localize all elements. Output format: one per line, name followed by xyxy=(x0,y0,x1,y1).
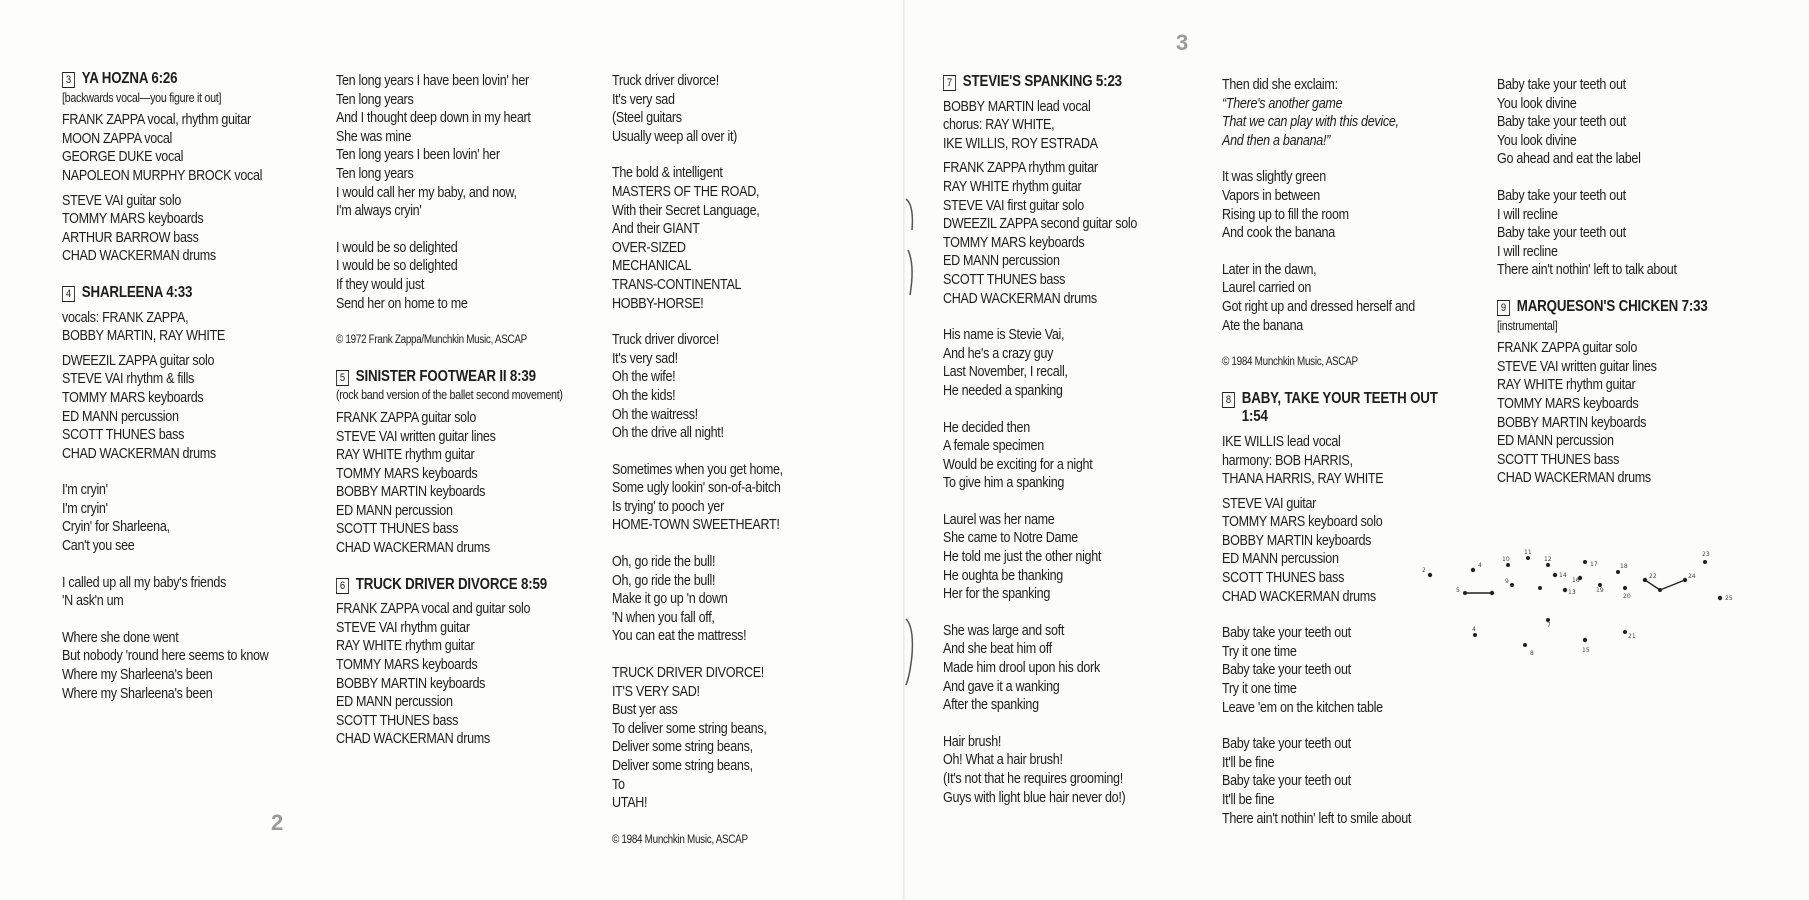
lyric-line: A female specimen xyxy=(943,438,1044,455)
lyric-line: Can't you see xyxy=(62,538,135,555)
lyric-line: Cryin' for Sharleena, xyxy=(62,519,170,536)
lyric-line: TRUCK DRIVER DIVORCE! xyxy=(612,665,764,682)
lyric-line: That we can play with this device, xyxy=(1222,114,1399,131)
svg-text:10: 10 xyxy=(1502,556,1510,563)
credits-list xyxy=(62,309,268,346)
lyric-line: Got right up and dressed herself and xyxy=(1222,298,1415,315)
lyric-line: I'm cryin' xyxy=(62,482,108,499)
lyric-line: She came to Notre Dame xyxy=(943,530,1078,547)
lyric-line: I will recline xyxy=(1497,206,1558,223)
lyric-line: Deliver some string beans, xyxy=(612,758,753,774)
lyrics-stanza xyxy=(62,481,268,555)
svg-text:11: 11 xyxy=(1524,549,1532,556)
credit-line: CHAD WACKERMAN drums xyxy=(1497,470,1651,487)
track-number-box: 6 xyxy=(336,578,349,594)
lyric-line: 'N ask'n um xyxy=(62,593,124,610)
lyric-line: To xyxy=(612,776,625,793)
lyric-line: I'm always cryin' xyxy=(336,203,422,220)
track-number-box: 5 xyxy=(336,370,349,386)
svg-text:23: 23 xyxy=(1702,551,1710,558)
credit-line: TOMMY MARS keyboards xyxy=(943,234,1085,251)
lyric-line: She was mine xyxy=(336,128,412,145)
lyric-line: You look divine xyxy=(1497,132,1577,149)
lyric-line: Leave 'em on the kitchen table xyxy=(1222,699,1383,716)
svg-text:24: 24 xyxy=(1688,573,1696,580)
copyright-notice: © 1984 Munchkin Music, ASCAP xyxy=(612,833,748,846)
lyric-line: After the spanking xyxy=(943,697,1039,714)
credit-line: ED MANN percussion xyxy=(336,502,453,519)
credit-line: FRANK ZAPPA vocal and guitar solo xyxy=(336,601,531,618)
dots xyxy=(1420,556,1722,647)
credit-line: CHAD WACKERMAN drums xyxy=(1222,588,1376,605)
lyrics-stanza xyxy=(943,733,1137,807)
lyric-line: IT'S VERY SAD! xyxy=(612,683,700,700)
lyric-line: To deliver some string beans, xyxy=(612,720,767,737)
credit-line: CHAD WACKERMAN drums xyxy=(943,290,1097,307)
credits-list xyxy=(336,600,563,749)
lyric-line: It was slightly green xyxy=(1222,169,1326,186)
lyric-line: Some ugly lookin' son-of-a-bitch xyxy=(612,480,781,497)
credits-list xyxy=(62,111,268,185)
lyric-line: Bust yer ass xyxy=(612,702,678,719)
track-number-box: 9 xyxy=(1497,300,1510,316)
lyric-line: Last November, I recall, xyxy=(943,364,1068,381)
track-title: TRUCK DRIVER DIVORCE 8:59 xyxy=(355,575,548,593)
credit-line: STEVE VAI guitar solo xyxy=(62,192,182,209)
track-5-heading xyxy=(336,368,563,387)
svg-text:4: 4 xyxy=(1472,626,1476,633)
lyric-line: Is trying' to pooch yer xyxy=(612,498,724,515)
copyright-notice: © 1984 Munchkin Music, ASCAP xyxy=(1222,356,1358,369)
svg-text:16: 16 xyxy=(1572,577,1580,584)
credit-line: CHAD WACKERMAN drums xyxy=(336,731,490,748)
lyric-line: (Steel guitars xyxy=(612,110,682,127)
lyric-line: The bold & intelligent xyxy=(612,165,723,182)
credit-line: TOMMY MARS keyboards xyxy=(62,389,204,406)
lyric-line: And cook the banana xyxy=(1222,225,1335,242)
credit-line: CHAD WACKERMAN drums xyxy=(336,540,490,557)
credit-line: ED MANN percussion xyxy=(943,253,1060,270)
credit-line: TOMMY MARS keyboard solo xyxy=(1222,514,1383,531)
lyric-line: TRANS-CONTINENTAL xyxy=(612,276,742,293)
lyric-line: Ten long years I have been lovin' her xyxy=(336,73,529,89)
lyric-line: Deliver some string beans, xyxy=(612,739,753,756)
lyric-line: Baby take your teeth out xyxy=(1222,662,1351,679)
credit-line: TOMMY MARS keyboards xyxy=(62,211,204,228)
lyrics-stanza xyxy=(612,164,783,313)
lyric-line: I'm cryin' xyxy=(62,500,108,517)
lyric-line: Make it go up 'n down xyxy=(612,591,728,608)
lyric-line: Baby take your teeth out xyxy=(1497,114,1626,131)
credit-line: ARTHUR BARROW bass xyxy=(62,229,199,246)
credit-line: MOON ZAPPA vocal xyxy=(62,130,173,147)
lyric-line: Oh the wife! xyxy=(612,369,676,386)
track-title: YA HOZNA 6:26 xyxy=(81,70,178,87)
track-title xyxy=(1242,390,1438,427)
lyric-line: Baby take your teeth out xyxy=(1497,77,1626,93)
svg-text:15: 15 xyxy=(1582,647,1590,654)
credit-line: ED MANN percussion xyxy=(336,694,453,711)
svg-text:22: 22 xyxy=(1649,573,1657,580)
column-3 xyxy=(612,72,783,849)
lyric-line: HOME-TOWN SWEETHEART! xyxy=(612,517,780,534)
lyric-line: Go ahead and eat the label xyxy=(1497,151,1641,168)
credit-line: IKE WILLIS, ROY ESTRADA xyxy=(943,135,1098,152)
lyric-line: With their Secret Language, xyxy=(612,202,760,219)
lyric-line: Hair brush! xyxy=(943,733,1002,750)
lyric-line: And she beat him off xyxy=(943,641,1052,658)
lyrics-stanza xyxy=(1222,261,1438,335)
lyrics-quote xyxy=(1222,95,1438,151)
page-number-left: 2 xyxy=(271,810,284,835)
lyric-line: Ten long years xyxy=(336,165,414,182)
svg-text:17: 17 xyxy=(1590,561,1598,568)
lyric-line: Laurel carried on xyxy=(1222,280,1312,297)
credit-line: TOMMY MARS keyboards xyxy=(336,465,478,482)
lyric-line: Try it one time xyxy=(1222,643,1297,660)
credit-line: FRANK ZAPPA rhythm guitar xyxy=(943,160,1098,177)
credit-line: STEVE VAI written guitar lines xyxy=(336,428,496,445)
credit-line: CHAD WACKERMAN drums xyxy=(62,248,216,265)
credit-line: STEVE VAI rhythm & fills xyxy=(62,371,195,388)
lyrics-stanza xyxy=(943,622,1137,715)
svg-text:14: 14 xyxy=(1559,572,1567,579)
lyrics-stanza xyxy=(612,461,783,535)
lyric-line: He oughta be thanking xyxy=(943,567,1063,584)
track-9-heading xyxy=(1497,298,1708,317)
lyric-line: Would be exciting for a night xyxy=(943,456,1093,473)
lyrics-stanza xyxy=(943,511,1137,604)
lyric-line: And then a banana!” xyxy=(1222,132,1331,149)
column-4 xyxy=(943,73,1137,807)
lyric-line: His name is Stevie Vai, xyxy=(943,327,1065,344)
credit-line: STEVE VAI written guitar lines xyxy=(1497,358,1657,375)
svg-text:13: 13 xyxy=(1568,589,1576,596)
credit-line: BOBBY MARTIN, RAY WHITE xyxy=(62,328,226,345)
credit-line: SCOTT THUNES bass xyxy=(943,271,1066,288)
lyric-line: There ain't nothin' left to smile about xyxy=(1222,810,1412,827)
bracket-mark xyxy=(900,195,920,305)
credits-list xyxy=(62,352,268,464)
lyric-line: “There's another game xyxy=(1222,95,1343,112)
lyric-line: Oh the drive all night! xyxy=(612,425,724,442)
lyrics-stanza xyxy=(1222,168,1438,242)
credit-line: RAY WHITE rhythm guitar xyxy=(1497,377,1636,394)
lyric-line: Where my Sharleena's been xyxy=(62,667,213,684)
lyric-line: He needed a spanking xyxy=(943,382,1063,399)
lyric-line: Sometimes when you get home, xyxy=(612,461,783,478)
svg-text:4: 4 xyxy=(1478,562,1482,569)
lyrics-stanza xyxy=(612,664,783,813)
lyric-line: Truck driver divorce! xyxy=(612,332,719,349)
credit-line: BOBBY MARTIN keyboards xyxy=(1497,414,1647,431)
track-number-box: 8 xyxy=(1222,392,1235,408)
credits-list xyxy=(336,409,563,558)
svg-text:9: 9 xyxy=(1505,578,1509,585)
svg-text:7: 7 xyxy=(1547,622,1551,629)
lyrics-stanza xyxy=(612,331,783,443)
credit-line: SCOTT THUNES bass xyxy=(336,521,459,538)
copyright-notice: © 1972 Frank Zappa/Munchkin Music, ASCAP xyxy=(336,334,527,347)
credit-line: DWEEZIL ZAPPA second guitar solo xyxy=(943,216,1138,233)
track-title-duration: 1:54 xyxy=(1241,408,1268,426)
credit-line: SCOTT THUNES bass xyxy=(1222,570,1345,587)
lyric-line: I would call her my baby, and now, xyxy=(336,184,517,201)
lyric-line: Ate the banana xyxy=(1222,317,1303,334)
dot-numbers xyxy=(1422,549,1733,657)
lyric-line: And gave it a wanking xyxy=(943,678,1060,695)
lyric-line: UTAH! xyxy=(612,795,648,812)
credits-list xyxy=(943,159,1137,308)
svg-text:19: 19 xyxy=(1596,587,1604,594)
lyric-line: I will recline xyxy=(1497,243,1558,260)
lyrics-stanza xyxy=(612,72,783,146)
lyric-line: Baby take your teeth out xyxy=(1222,736,1351,753)
column-2 xyxy=(336,72,563,749)
lyric-line: Baby take your teeth out xyxy=(1222,625,1351,642)
lyric-line: Her for the spanking xyxy=(943,586,1051,603)
track-title: SINISTER FOOTWEAR II 8:39 xyxy=(355,367,536,385)
svg-text:5: 5 xyxy=(1456,587,1460,594)
svg-text:25: 25 xyxy=(1725,595,1733,602)
track-8-heading xyxy=(1222,390,1438,427)
lyric-line: Laurel was her name xyxy=(943,511,1055,528)
credit-line: RAY WHITE rhythm guitar xyxy=(943,178,1082,195)
credit-line: FRANK ZAPPA guitar solo xyxy=(336,409,477,426)
credit-line: ED MANN percussion xyxy=(1222,551,1339,568)
credit-line: NAPOLEON MURPHY BROCK vocal xyxy=(62,167,263,184)
lyric-line: And I thought deep down in my heart xyxy=(336,110,531,127)
lyric-line: Oh the kids! xyxy=(612,387,676,404)
credit-line: vocals: FRANK ZAPPA, xyxy=(62,309,189,326)
lyric-line: 'N when you fall off, xyxy=(612,609,715,626)
track-title: MARQUESON'S CHICKEN 7:33 xyxy=(1516,297,1708,315)
lyric-line: Ten long years I been lovin' her xyxy=(336,147,500,164)
lyric-line: To give him a spanking xyxy=(943,475,1065,492)
lyric-line: But nobody 'round here seems to know xyxy=(62,648,269,665)
credit-line: STEVE VAI rhythm guitar xyxy=(336,619,470,636)
track-number-box: 3 xyxy=(62,72,75,88)
connect-the-dots-figure xyxy=(1420,530,1760,680)
lyric-line: HOBBY-HORSE! xyxy=(612,295,704,312)
credit-line: GEORGE DUKE vocal xyxy=(62,149,184,166)
lyric-line: Made him drool upon his dork xyxy=(943,660,1100,677)
svg-text:12: 12 xyxy=(1544,556,1552,563)
credit-line: SCOTT THUNES bass xyxy=(62,427,185,444)
track-number-box: 4 xyxy=(62,286,75,302)
credit-line: ED MANN percussion xyxy=(1497,433,1614,450)
lyric-line: He told me just the other night xyxy=(943,549,1102,566)
credit-line: FRANK ZAPPA guitar solo xyxy=(1497,340,1638,357)
lyrics-stanza xyxy=(1222,76,1438,95)
credit-line: ED MANN percussion xyxy=(62,408,179,425)
lyric-line: I would be so delighted xyxy=(336,239,458,256)
track-title: SHARLEENA 4:33 xyxy=(81,283,193,301)
credit-line: BOBBY MARTIN keyboards xyxy=(1222,532,1372,549)
lyric-line: Where she done went xyxy=(62,629,179,646)
lyric-line: It's very sad xyxy=(612,91,675,108)
credit-line: BOBBY MARTIN keyboards xyxy=(336,675,486,692)
track-3-heading xyxy=(62,70,268,89)
track-subtitle: [instrumental] xyxy=(1497,318,1558,333)
page-number-right: 3 xyxy=(1176,30,1189,55)
track-number-box: 7 xyxy=(943,75,956,91)
svg-text:20: 20 xyxy=(1623,593,1631,600)
svg-text:8: 8 xyxy=(1530,650,1534,657)
lyric-line: OVER-SIZED xyxy=(612,239,686,256)
lyrics-stanza xyxy=(1222,735,1438,828)
lyric-line: You look divine xyxy=(1497,95,1577,112)
lyric-line: Later in the dawn, xyxy=(1222,261,1317,278)
lyrics-stanza xyxy=(62,629,268,703)
lyric-line: He decided then xyxy=(943,419,1030,436)
lyrics-stanza xyxy=(1497,187,1708,280)
credit-line: STEVE VAI guitar xyxy=(1222,495,1317,512)
lyrics-stanza xyxy=(943,326,1137,400)
lyric-line: Then did she exclaim: xyxy=(1222,77,1338,93)
credit-line: DWEEZIL ZAPPA guitar solo xyxy=(62,352,215,369)
credit-line: RAY WHITE rhythm guitar xyxy=(336,638,475,655)
lyric-line: I would be so delighted xyxy=(336,258,458,275)
svg-text:18: 18 xyxy=(1620,563,1628,570)
column-5 xyxy=(1222,76,1438,828)
lyrics-stanza xyxy=(336,239,563,313)
credit-line: THANA HARRIS, RAY WHITE xyxy=(1222,471,1384,488)
page-fold xyxy=(903,0,905,900)
lyric-line: Rising up to fill the room xyxy=(1222,206,1349,223)
credit-line: BOBBY MARTIN lead vocal xyxy=(943,98,1091,115)
lyric-line: Oh, go ride the bull! xyxy=(612,572,716,589)
credit-line: BOBBY MARTIN keyboards xyxy=(336,484,486,501)
lyric-line: It'll be fine xyxy=(1222,754,1275,771)
lyric-line: Guys with light blue hair never do!) xyxy=(943,789,1126,806)
track-subtitle: (rock band version of the ballet second movement) xyxy=(336,388,563,403)
credit-line: TOMMY MARS keyboards xyxy=(1497,395,1639,412)
track-6-heading xyxy=(336,576,563,595)
lyric-line: And their GIANT xyxy=(612,221,700,238)
credit-line: RAY WHITE rhythm guitar xyxy=(336,447,475,464)
lyric-line: MASTERS OF THE ROAD, xyxy=(612,183,760,200)
lyric-line: She was large and soft xyxy=(943,622,1065,639)
lyric-line: Baby take your teeth out xyxy=(1497,225,1626,242)
credit-line: FRANK ZAPPA vocal, rhythm guitar xyxy=(62,112,251,129)
lyrics-stanza xyxy=(612,553,783,646)
credits-list xyxy=(1222,495,1438,607)
bracket-mark xyxy=(900,615,920,690)
lyric-line: MECHANICAL xyxy=(612,258,692,275)
lyric-line: It'll be fine xyxy=(1222,792,1275,808)
lyric-line: Try it one time xyxy=(1222,681,1297,698)
svg-text:21: 21 xyxy=(1628,633,1636,640)
lyrics-stanza xyxy=(62,574,268,611)
lyric-line: Oh! What a hair brush! xyxy=(943,752,1063,769)
lyric-line: Baby take your teeth out xyxy=(1497,187,1626,204)
lyrics-stanza xyxy=(336,72,563,221)
lyrics-stanza xyxy=(1222,624,1438,717)
lyric-line: Oh, go ride the bull! xyxy=(612,554,716,571)
lyric-line: Send her on home to me xyxy=(336,295,468,312)
credit-line: chorus: RAY WHITE, xyxy=(943,117,1055,134)
credits-list xyxy=(62,192,268,266)
lyric-line: Where my Sharleena's been xyxy=(62,685,213,702)
credit-line: CHAD WACKERMAN drums xyxy=(62,445,216,462)
lyric-line: Vapors in between xyxy=(1222,187,1320,204)
lyric-line: And he's a crazy guy xyxy=(943,345,1054,362)
lyrics-stanza xyxy=(1497,76,1708,169)
credit-line: SCOTT THUNES bass xyxy=(336,712,459,729)
track-subtitle: [backwards vocal—you figure it out] xyxy=(62,90,222,105)
lyric-line: If they would just xyxy=(336,276,425,293)
column-1 xyxy=(62,70,268,703)
lyric-line: It's very sad! xyxy=(612,350,678,367)
lyric-line: Truck driver divorce! xyxy=(612,73,719,89)
lyric-line: There ain't nothin' left to talk about xyxy=(1497,262,1677,279)
lyric-line: Ten long years xyxy=(336,91,414,108)
lyric-line: Usually weep all over it) xyxy=(612,128,738,145)
svg-text:2: 2 xyxy=(1422,567,1426,574)
lyric-line: I called up all my baby's friends xyxy=(62,574,227,591)
credit-line: IKE WILLIS lead vocal xyxy=(1222,433,1341,450)
lyric-line: You can eat the mattress! xyxy=(612,628,747,645)
credits-list xyxy=(1222,433,1438,489)
track-4-heading xyxy=(62,284,268,303)
lyrics-stanza xyxy=(943,419,1137,493)
credit-line: harmony: BOB HARRIS, xyxy=(1222,452,1353,469)
credits-list xyxy=(943,98,1137,154)
credits-list xyxy=(1497,339,1708,488)
credit-line: TOMMY MARS keyboards xyxy=(336,657,478,674)
credit-line: STEVE VAI first guitar solo xyxy=(943,197,1084,214)
column-6 xyxy=(1497,76,1708,488)
lyric-line: Baby take your teeth out xyxy=(1222,773,1351,790)
lyric-line: (It's not that he requires grooming! xyxy=(943,771,1123,787)
track-7-heading xyxy=(943,73,1137,92)
track-title: STEVIE'S SPANKING 5:23 xyxy=(962,73,1122,90)
credit-line: SCOTT THUNES bass xyxy=(1497,451,1620,468)
lyric-line: Oh the waitress! xyxy=(612,406,698,423)
track-title-line: BABY, TAKE YOUR TEETH OUT xyxy=(1241,389,1438,407)
